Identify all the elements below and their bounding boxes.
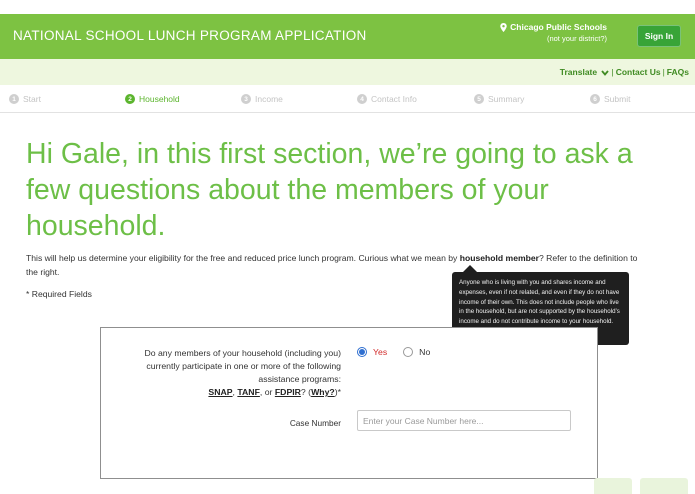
change-district-link[interactable]: (not your district?): [546, 33, 607, 43]
app-header: [0, 14, 695, 59]
required-fields-note: * Required Fields: [26, 289, 92, 299]
sign-in-button[interactable]: Sign In: [637, 25, 681, 47]
step-household[interactable]: [125, 94, 180, 104]
program-separator: ,: [232, 387, 238, 397]
step-submit[interactable]: [590, 94, 630, 104]
step-label: Start: [23, 94, 41, 104]
utility-nav: [0, 59, 695, 85]
program-list: [208, 387, 341, 397]
next-button[interactable]: [640, 478, 688, 494]
intro-text-start: This will help us determine your eligibility for the free and reduced price lunch program. Curious what we mean by: [26, 253, 460, 263]
district-info: [500, 23, 607, 43]
why-link[interactable]: Why?: [311, 387, 335, 397]
step-income[interactable]: [241, 94, 283, 104]
step-label: Contact Info: [371, 94, 417, 104]
program-or: , or: [259, 387, 275, 397]
assistance-question: [113, 347, 341, 399]
step-number: 4: [357, 94, 367, 104]
yes-radio[interactable]: [357, 347, 367, 357]
fdpir-link[interactable]: FDPIR: [274, 387, 301, 397]
no-radio[interactable]: [403, 347, 413, 357]
step-contact-info[interactable]: [357, 94, 417, 104]
case-number-input[interactable]: [357, 410, 571, 431]
district-name: [500, 23, 607, 33]
no-radio-label[interactable]: No: [419, 347, 431, 357]
location-pin-icon: [500, 23, 507, 32]
tooltip-arrow: [463, 265, 477, 272]
translate-label: Translate: [559, 67, 598, 77]
nav-separator: |: [611, 67, 614, 77]
snap-link[interactable]: SNAP: [208, 387, 233, 397]
back-button[interactable]: [594, 478, 632, 494]
nav-separator: |: [662, 67, 665, 77]
assistance-radio-group: [357, 347, 430, 357]
why-suffix: )*: [334, 387, 341, 397]
step-label: Household: [139, 94, 180, 104]
step-label: Submit: [604, 94, 631, 104]
question-text: Do any members of your household (including you) currently participate in one or more of the following assistance programs:: [144, 348, 341, 384]
step-number: 6: [590, 94, 600, 104]
faqs-link[interactable]: FAQs: [666, 67, 689, 77]
step-number: 2: [125, 94, 135, 104]
page-heading: Hi Gale, in this first section, we’re going to ask a few questions about the members of your household.: [26, 138, 633, 242]
household-member-term[interactable]: household member: [459, 253, 539, 263]
case-number-label: Case Number: [289, 418, 341, 428]
step-number: 1: [9, 94, 19, 104]
contact-us-link[interactable]: Contact Us: [615, 67, 661, 77]
app-title: NATIONAL SCHOOL LUNCH PROGRAM APPLICATION: [13, 28, 367, 43]
tanf-link[interactable]: TANF: [237, 387, 260, 397]
step-label: Summary: [488, 94, 525, 104]
yes-radio-label[interactable]: Yes: [373, 347, 388, 357]
step-label: Income: [255, 94, 283, 104]
chevron-down-icon: [601, 70, 609, 76]
household-form: [100, 327, 598, 479]
intro-text-end: ? Refer to the definition to the right.: [26, 253, 638, 277]
step-summary[interactable]: [474, 94, 524, 104]
progress-steps: [0, 85, 695, 113]
household-member-tooltip: Anyone who is living with you and shares income and expenses, even if not related, and even if they do not have income of their own. This does not include people who live in the household, but are not supported by the household’s income and do not contribute income to your household.: [452, 272, 629, 345]
why-prefix: ? (: [300, 387, 312, 397]
step-start[interactable]: [9, 94, 41, 104]
translate-link[interactable]: [560, 67, 610, 77]
step-number: 3: [241, 94, 251, 104]
step-number: 5: [474, 94, 484, 104]
district-name-text: Chicago Public Schools: [510, 22, 607, 32]
